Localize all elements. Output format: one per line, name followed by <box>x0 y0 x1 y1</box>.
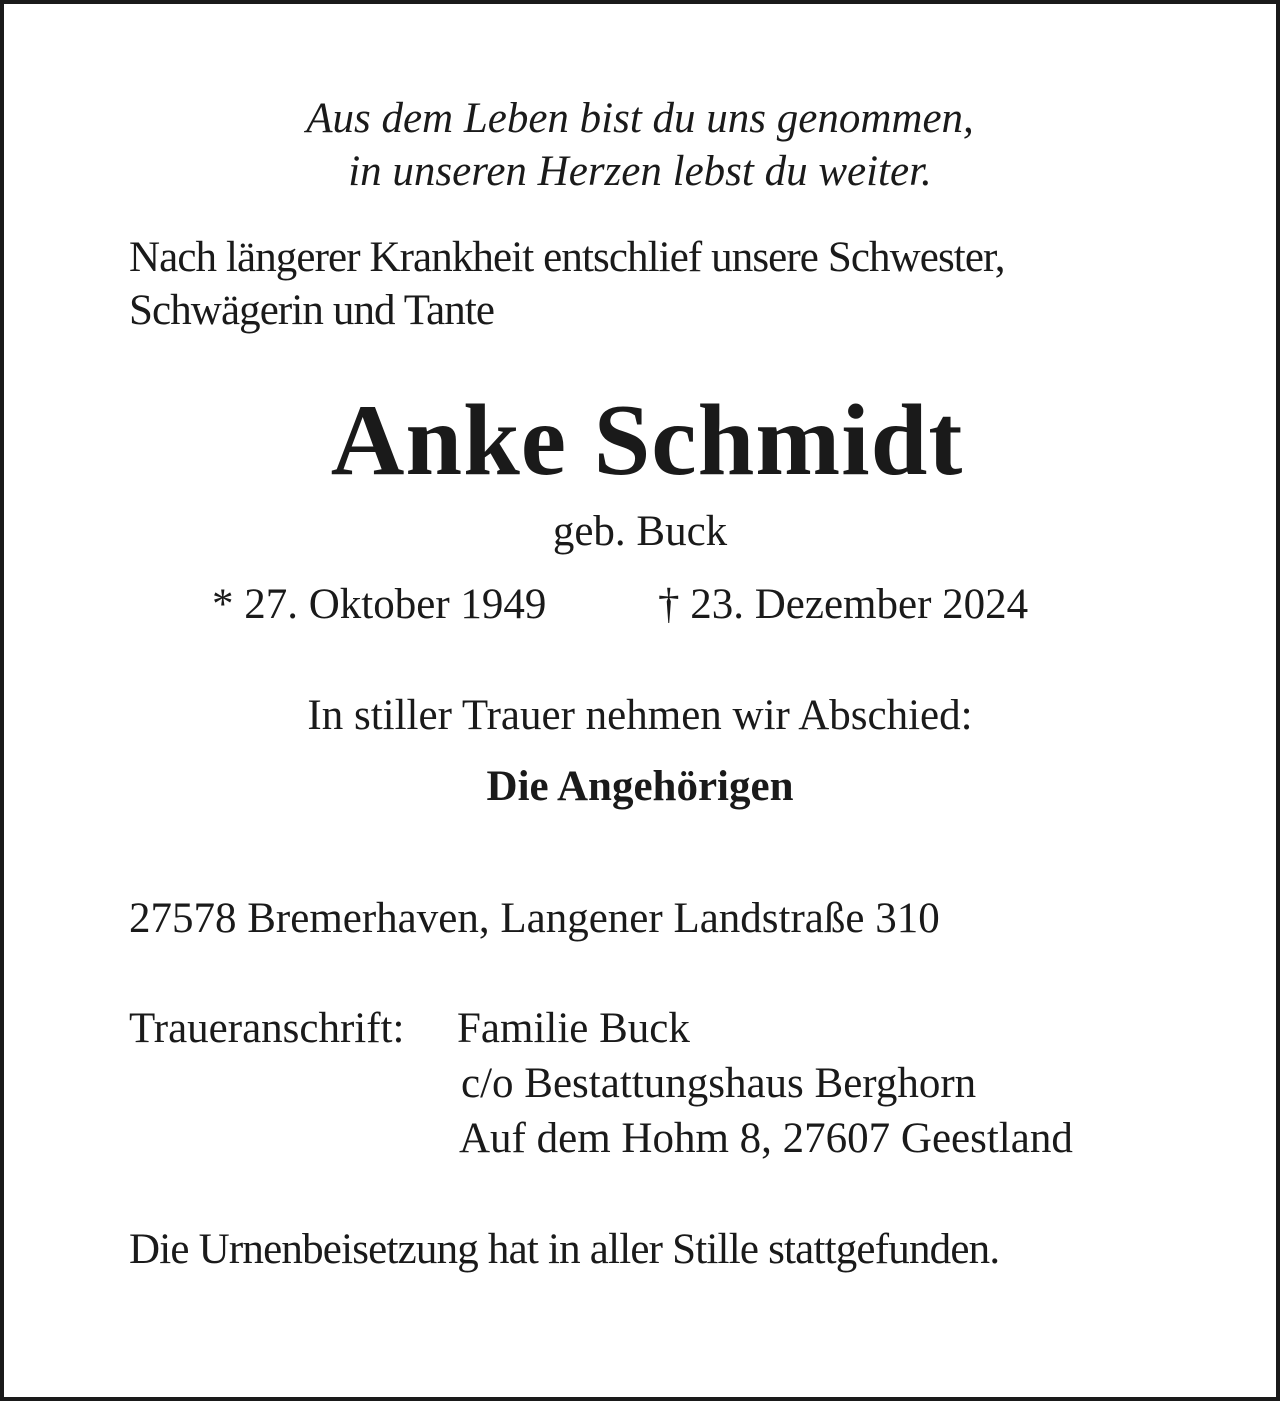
condolence-label: Traueranschrift: <box>129 1005 405 1052</box>
death-date: † 23. Dezember 2024 <box>658 581 1029 628</box>
residence-address: 27578 Bremerhaven, Langener Landstraße 310 <box>129 895 940 942</box>
condolence-line-3: Auf dem Hohm 8, 27607 Geestland <box>459 1115 1073 1162</box>
condolence-line-2: c/o Bestattungshaus Berghorn <box>461 1060 977 1107</box>
intro-line-1: Nach längerer Krankheit entschlief unsere Schwester, <box>129 234 1005 281</box>
maiden-name: geb. Buck <box>552 508 728 555</box>
mourning-signature: Die Angehörigen <box>486 763 794 810</box>
closing-note: Die Urnenbeisetzung hat in aller Stille stattgefunden. <box>129 1226 1000 1273</box>
condolence-line-1: Familie Buck <box>457 1005 690 1052</box>
intro-line-2: Schwägerin und Tante <box>129 287 495 334</box>
motto-line-1: Aus dem Leben bist du uns genommen, <box>306 95 974 142</box>
birth-date: * 27. Oktober 1949 <box>212 581 547 628</box>
mourning-statement: In stiller Trauer nehmen wir Abschied: <box>307 692 973 739</box>
deceased-name: Anke Schmidt <box>330 384 964 497</box>
motto-line-2: in unseren Herzen lebst du weiter. <box>348 148 932 195</box>
